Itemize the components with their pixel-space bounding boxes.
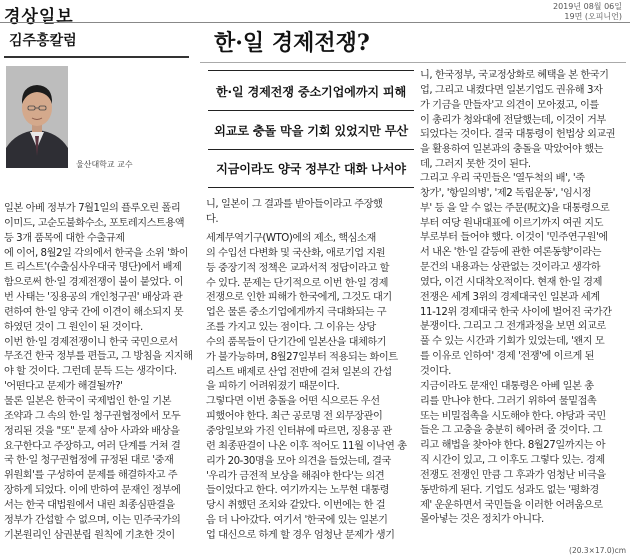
body-line: 련 최종판결이 나온 이후 적어도 11월 이낙연 총 — [206, 440, 407, 452]
body-line: 등 3개 품목에 대한 수출규제 — [4, 232, 125, 244]
subhead-1: 한·일 경제전쟁 중소기업에까지 피해 — [215, 85, 407, 99]
body-line: 트 리스트'(수출심사우대국 명단)에서 배제 — [4, 262, 182, 274]
body-line: 이미드, 고순도불화수소, 포토레지스트용액 — [4, 217, 185, 229]
title-rule — [200, 62, 626, 63]
body-line: 음 더 나아갔다. 여기서 '한국에 있는 일본기 — [206, 515, 388, 527]
body-line: 문건의 내용과는 상관없는 것이라고 생각하 — [420, 262, 601, 274]
body-line: 수의 품목들이 단기간에 일본산을 대체하기 — [206, 336, 387, 348]
body-line: 니, 한국정부, 국교정상화로 혜택을 본 한국기 — [420, 70, 609, 81]
body-line: 함으로써 한·일 경제전쟁이 불이 붙었다. 이 — [4, 277, 184, 289]
body-line: 서 내온 '한·일 갈등에 관한 여론동향'이라는 — [420, 247, 602, 259]
body-line: 기본원리인 삼권분립 원칙에 기초한 것이 — [4, 529, 175, 541]
body-line: 들이었다고 한다. 여기까지는 노무현 대통령 — [206, 485, 389, 497]
article-title: 한·일 경제전쟁? — [214, 30, 370, 56]
body-line: 을 피하기 어려워졌기 때문이다. — [206, 381, 340, 393]
body-line: 중앙일보와 가진 인터뷰에 따르면, 징용공 관 — [206, 425, 392, 437]
author-photo — [6, 66, 68, 168]
body-line: 정리된 것을 "또" 문제 삼아 사과와 배상을 — [4, 425, 180, 437]
newspaper-masthead: 경상일보 — [4, 7, 74, 27]
body-line: 세계무역기구(WTO)에의 제소, 핵심소재 — [206, 233, 376, 244]
body-line: 가 기금을 만들자'고 의견이 모아졌고, 이를 — [420, 99, 599, 111]
body-line: 일본 아베 정부가 7월1일의 플루오린 폴리 — [4, 203, 181, 214]
body-line: 그리고 우리 국민들은 '열두척의 배', '죽 — [420, 173, 585, 184]
author-portrait-image — [6, 66, 68, 168]
subhead-divider-2 — [208, 149, 414, 150]
subhead-divider-1 — [208, 110, 414, 111]
body-line: 전쟁은 세계 3위의 경제대국인 일본과 세계 — [420, 291, 600, 303]
body-line: 하였던 것이 그 원인이 된 것이다. — [4, 321, 143, 333]
body-line: 야 할 것이다. 그런데 문득 드는 생각이다. — [4, 366, 177, 378]
body-line: 업 대신으로 하게 할 경우 엄청난 문제가 생기 — [206, 529, 395, 541]
body-line: 리스트 배제로 산업 전반에 걸쳐 일본의 간섭 — [206, 366, 392, 378]
body-line: 전쟁도 전쟁인 만큼 그 후과가 엄청난 비극을 — [420, 469, 606, 481]
body-line: 이번 한·일 경제전쟁이니 한국 국민으로서 — [4, 336, 178, 348]
body-line: 업, 그리고 내켰다면 일본기업도 권유해 3자 — [420, 84, 603, 96]
body-line: 장하게 되었다. 이에 반하여 문재인 정부에 — [4, 485, 181, 497]
subhead-2: 외교로 충돌 막을 기회 있었지만 무산 — [214, 124, 408, 138]
author-affiliation: 울산대학교 교수 — [76, 160, 133, 169]
body-line: 직 시간이 있고, 그 이후도 그렇다 있는. 경제 — [420, 455, 605, 467]
body-line: '어떤다고 문제가 해결될까?' — [4, 381, 123, 393]
body-line: 창가', '항일의병', '제2 독립운동', '임시정 — [420, 187, 592, 199]
body-line: 들은 그 고충을 충분히 헤아려 줄 것이다. 그 — [420, 425, 602, 437]
body-line: 그렇다면 이번 충돌을 어떤 식으로든 우선 — [206, 396, 380, 408]
body-column-3-top — [420, 69, 626, 173]
body-column-2-top — [206, 198, 414, 228]
body-line: 서는 한국 대법원에서 내린 최종심판결을 — [4, 499, 175, 511]
body-line: 을 활용하여 일본과의 충돌을 막았어야 했는 — [420, 144, 603, 156]
body-column-2 — [206, 232, 414, 544]
publication-date: 2019년 08월 06일 — [553, 2, 622, 11]
body-line: 수 있다. 문제는 단기적으로 이번 한·일 경제 — [206, 277, 388, 289]
body-line: 동반하게 된다. 기업도 성과도 없는 '평화경 — [420, 484, 599, 496]
body-line: 에 이어, 8월2일 각의에서 한국을 소위 '화이 — [4, 247, 189, 259]
body-line: 등 중장기적 정책은 교과서적 정답이라고 할 — [206, 262, 389, 274]
body-line: 이 총리가 청와대에 전달했는데, 이것이 거부 — [420, 114, 606, 126]
subhead-rule-top — [208, 70, 414, 71]
column-name: 김주홍칼럼 — [9, 33, 77, 49]
body-line: 요구한다고 주장하고, 여러 단계를 거쳐 결 — [4, 440, 181, 452]
body-line: 국 한·일 청구권협정에 규정된 대로 '중재 — [4, 455, 174, 467]
body-line: 번 사태는 '징용공의 개인청구권' 배상과 관 — [4, 292, 183, 304]
body-line: 전쟁으로 인한 피해가 한국에게, 그것도 대기 — [206, 292, 392, 304]
body-line: 부로부터 들어야 했다. 이것이 '민주연구원'에 — [420, 232, 608, 244]
body-line: 또는 비밀접촉을 시도해야 한다. 야당과 국민 — [420, 410, 606, 422]
body-line: 리를 만나야 한다. 그러기 위하여 물밑접촉 — [420, 395, 597, 407]
body-line: 위원회'를 구성하여 문제를 해결하자고 주 — [4, 470, 178, 482]
body-line: 정부가 간섭할 수 없으며, 이는 민주국가의 — [4, 514, 181, 526]
body-line: 풀 수 있는 시간과 기회가 있었는데, '왠지 모 — [420, 336, 605, 348]
body-line: 조약과 그 속의 한·일 청구권협정에서 모두 — [4, 410, 181, 422]
body-line: 업은 물론 중소기업에게까지 극대화되는 구 — [206, 307, 387, 319]
body-line: 조를 가지고 있는 점이다. 그 이유는 상당 — [206, 322, 376, 334]
article-size-note: (20.3×17.0)cm — [569, 546, 626, 555]
body-line: 몰아넣는 것은 정치가 아니다. — [420, 514, 544, 526]
body-line: 리가 20-30명을 모아 의견을 들었는데, 결국 — [206, 455, 391, 467]
body-line: 였다, 이건 시대착오적이다. 현재 한·일 경제 — [420, 276, 602, 288]
body-column-1 — [4, 202, 200, 543]
column-name-rule — [4, 56, 189, 58]
body-line: 물론 일본은 한국이 국제법인 한·일 기본 — [4, 395, 171, 407]
body-line: 지금이라도 문재인 대통령은 아베 일본 총 — [420, 380, 594, 392]
publication-info — [553, 2, 622, 22]
subhead-rule-bottom — [208, 187, 414, 188]
subhead-3: 지금이라도 양국 정부간 대화 나서야 — [216, 162, 406, 176]
body-line: 무조건 한국 정부를 편들고, 그 방침을 지지해 — [4, 351, 193, 363]
body-line: 니, 일본이 그 결과를 받아들이라고 주장했 — [206, 199, 383, 210]
body-line: 를 이유로 인하여' 경제 '전쟁'에 이르게 된 — [420, 351, 595, 363]
body-column-3 — [420, 172, 626, 528]
body-line: 11-12위 경제대국 한국 사이에 벌어진 국가간 — [420, 306, 612, 318]
body-line: 것이다. — [420, 365, 451, 377]
body-line: 리고 해법을 찾아야 한다. 8월27일까지는 아 — [420, 440, 606, 452]
body-line: 련하여 한·일 양국 간에 이견이 해소되지 못 — [4, 306, 184, 318]
body-line: 당시 취했던 조치와 같았다. 이번에는 한 걸 — [206, 500, 386, 512]
body-line: 다. — [206, 213, 219, 225]
body-line: 피했어야 한다. 최근 공로명 전 외무장관이 — [206, 411, 383, 423]
body-line: 부터 여당 원내대표에 이르기까지 여권 지도 — [420, 217, 603, 229]
body-line: 데, 그러지 못한 것이 된다. — [420, 159, 531, 171]
body-line: 분쟁이다. 그리고 그 전개과정을 보면 외교로 — [420, 321, 606, 333]
body-line: 되었다는 것이다. 결국 대통령이 헌법상 외교권 — [420, 129, 616, 141]
body-line: '우리가 금전적 보상을 해줘야 한다'는 의견 — [206, 470, 385, 482]
body-line: 부' 등 을 알 수 없는 주문(呪文)을 대통령으로 — [420, 202, 610, 214]
body-line: 가 불가능하며, 8월27일부터 적용되는 화이트 — [206, 351, 398, 363]
body-line: 제' 운운하면서 국민들을 이러한 어려움으로 — [420, 499, 603, 511]
publication-page: 19면 (오피니언) — [564, 12, 622, 21]
header-divider — [0, 22, 630, 23]
body-line: 의 수입선 다변화 및 국산화, 애로기업 지원 — [206, 247, 386, 259]
